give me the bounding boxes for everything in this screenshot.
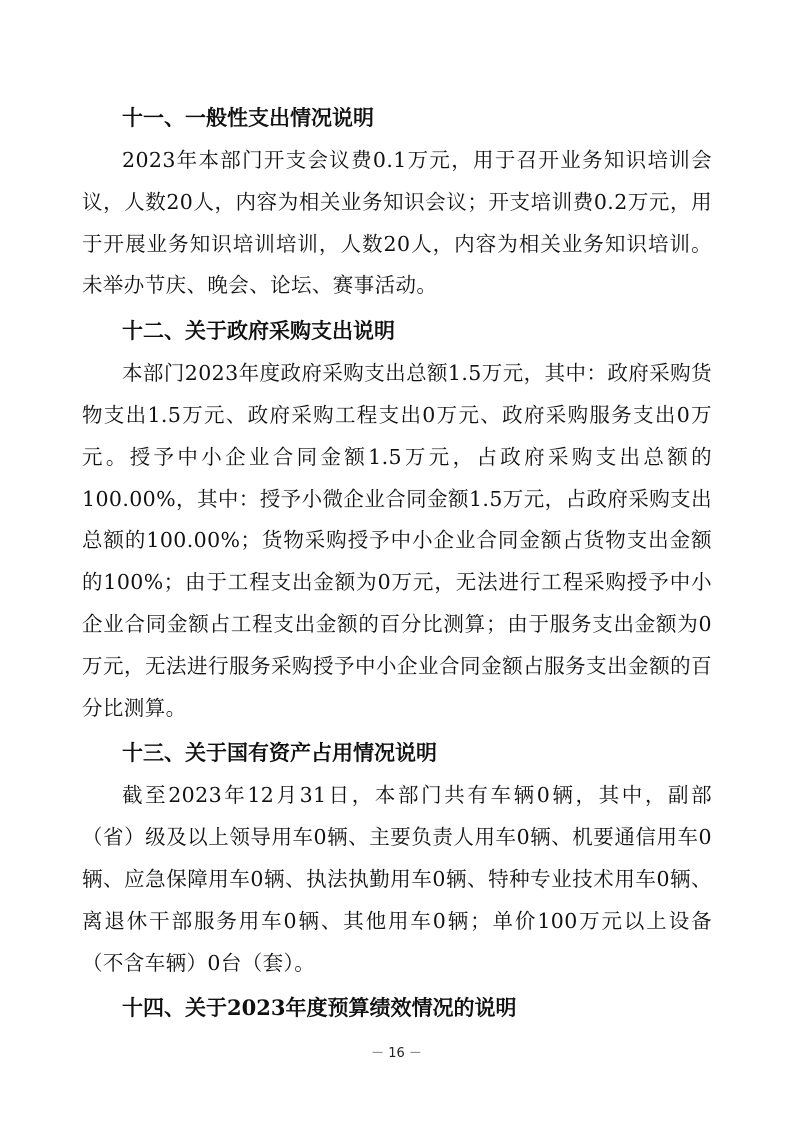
section-paragraph-government-procurement: 本部门2023年度政府采购支出总额1.5万元，其中：政府采购货物支出1.5万元、政府采购工程支出0万元、政府采购服务支出0万元。授予中小企业合同金额1.5万元，占政府采购支出总额的100.00%，其中：授予小微企业合同金额1.5万元，占政府采购支出总额的100.00%；货物采购授予中小企业合同金额占货物支出金额的100%；由于工程支出金额为0万元，无法进行工程采购授予中小企业合同金额占工程支出金额的百分比测算；由于服务支出金额为0万元，无法进行服务采购授予中小企业合同金额占服务支出金额的百分比测算。 bbox=[82, 361, 712, 720]
section-paragraph-state-assets: 截至2023年12月31日，本部门共有车辆0辆，其中，副部（省）级及以上领导用车0辆、主要负责人用车0辆、机要通信用车0辆、应急保障用车0辆、执法执勤用车0辆、特种专业技术用车0辆、离退休干部服务用车0辆、其他用车0辆；单价100万元以上设备（不含车辆）0台（套）。 bbox=[82, 783, 712, 975]
section-heading-general-expenditure: 十一、一般性支出情况说明 bbox=[122, 105, 374, 130]
document-body bbox=[82, 96, 712, 1030]
section-heading-state-assets: 十三、关于国有资产占用情况说明 bbox=[122, 740, 437, 766]
section-heading-budget-performance: 十四、关于2023年度预算绩效情况的说明 bbox=[122, 995, 517, 1021]
page-number: － 16 － bbox=[371, 1046, 422, 1061]
section-paragraph-general-expenditure: 2023年本部门开支会议费0.1万元，用于召开业务知识培训会议，人数20人，内容为相关业务知识会议；开支培训费0.2万元，用于开展业务知识培训培训，人数20人，内容为相关业务知识培训。未举办节庆、晚会、论坛、赛事活动。 bbox=[82, 148, 712, 298]
section-heading-government-procurement: 十二、关于政府采购支出说明 bbox=[122, 318, 395, 344]
